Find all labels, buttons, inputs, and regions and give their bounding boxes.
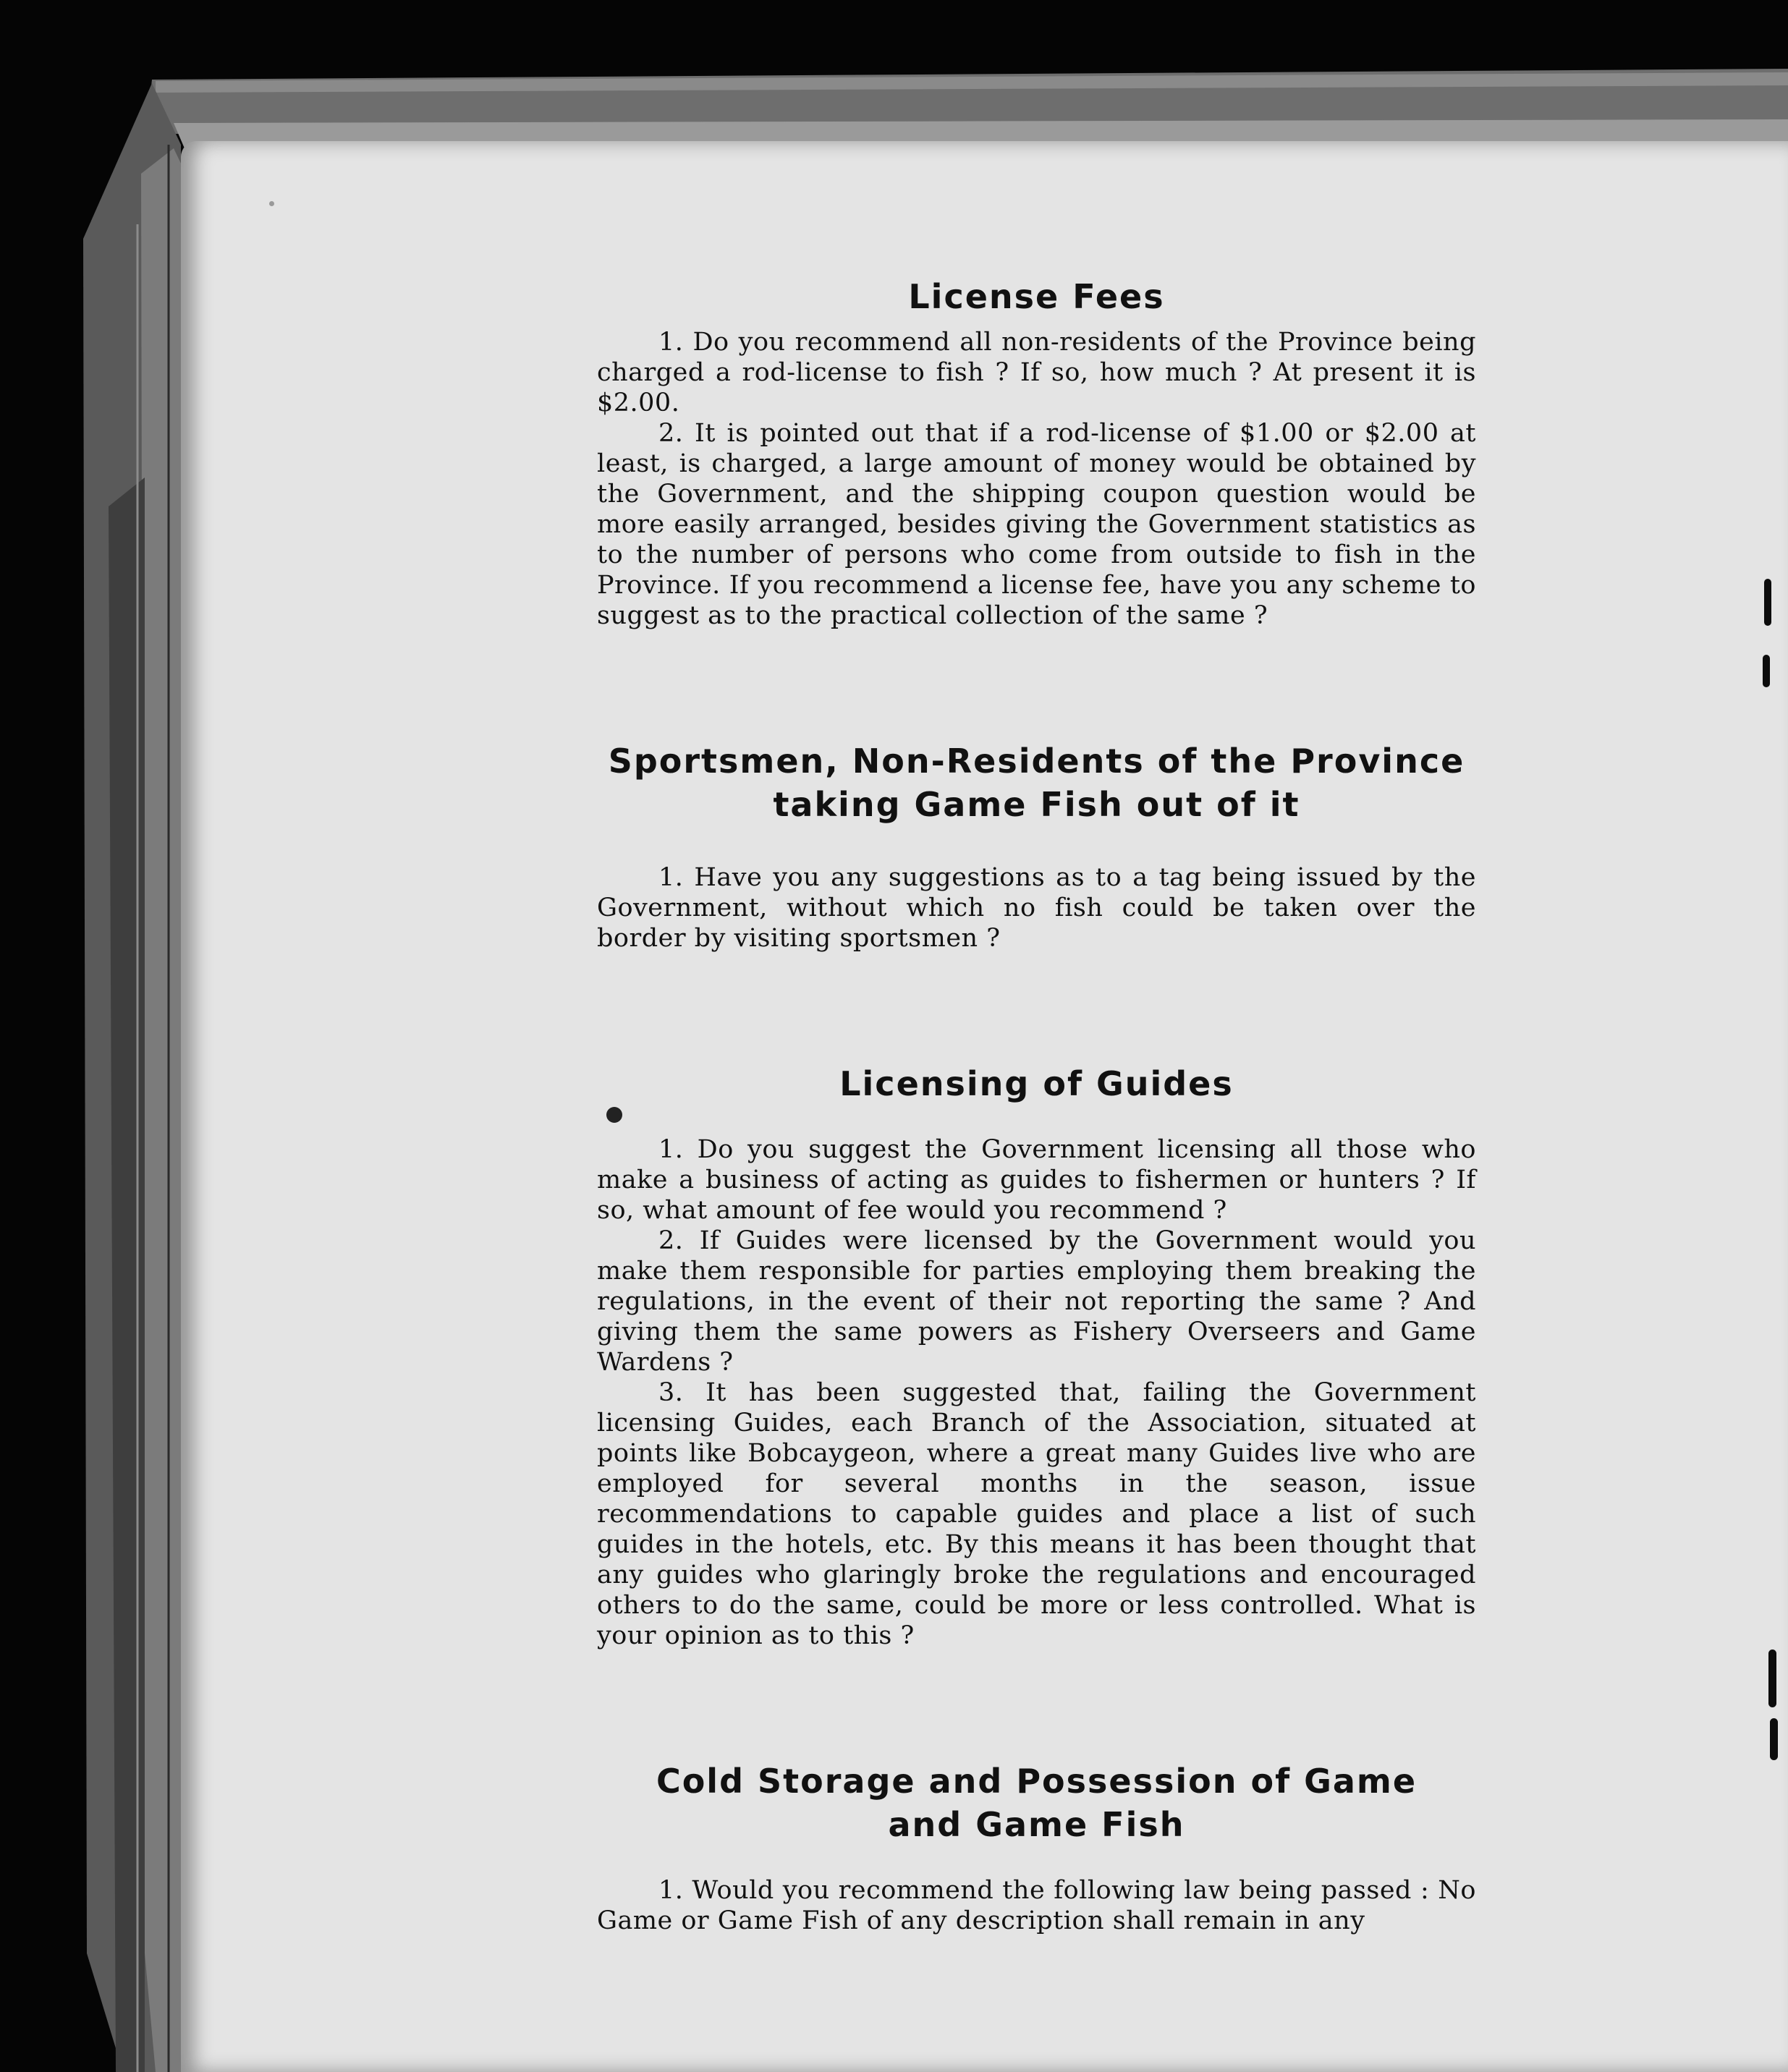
- paragraph: 1. Do you recommend all non-residents of the Province being charged a rod-license to fish ? If so, how much ? At present it is $2.00.: [597, 328, 1476, 417]
- section-title-sportsmen-non-residents: Sportsmen, Non-Residents of the Province taking Game Fish out of it: [608, 742, 1465, 824]
- right-edge-mark: [1763, 655, 1770, 687]
- section-title-cold-storage: Cold Storage and Possession of Game and Game Fish: [656, 1762, 1418, 1844]
- paragraph: 1. Do you suggest the Government licensing all those who make a business of acting as guides to fishermen or hunters ? If so, what amount of fee would you recommend ?: [597, 1135, 1476, 1225]
- right-edge-mark: [1770, 1718, 1778, 1760]
- paragraph: 1. Have you any suggestions as to a tag being issued by the Government, without which no fish could be taken over the border by visiting sportsmen ?: [597, 863, 1476, 953]
- section-title-license-fees: License Fees: [908, 277, 1165, 316]
- paragraph: 2. If Guides were licensed by the Government would you make them responsible for parties employing them breaking the regulations, in the event of their not reporting the same ? And giving them the same powers as Fishery Overseers and Game Wardens ?: [597, 1226, 1476, 1377]
- paragraph: 3. It has been suggested that, failing the Government licensing Guides, each Branch of the Association, situated at points like Bobcaygeon, where a great many Guides live who are employed for several months in the season, issue recommendations to capable guides and place a list of such guides in the hotels, etc. By this means it has been thought that any guides who glaringly broke the regulations and encouraged others to do the same, could be more or less controlled. What is your opinion as to this ?: [597, 1378, 1476, 1650]
- speck: [269, 201, 274, 206]
- document-content: [597, 260, 1476, 1936]
- right-edge-mark: [1768, 1649, 1776, 1707]
- left-binding-inner: [141, 148, 182, 2072]
- section-title-licensing-of-guides: Licensing of Guides: [839, 1064, 1234, 1103]
- right-edge-mark: [1764, 579, 1771, 626]
- paragraph: 2. It is pointed out that if a rod-license of $1.00 or $2.00 at least, is charged, a large amount of money would be obtained by the Government, and the shipping coupon question would be more easily arranged, besides giving the Government statistics as to the number of persons who come from outside to fish in the Province. If you recommend a license fee, have you any scheme to suggest as to the practical collection of the same ?: [597, 419, 1476, 630]
- paragraph: 1. Would you recommend the following law being passed : No Game or Game Fish of any description shall remain in any: [597, 1876, 1476, 1935]
